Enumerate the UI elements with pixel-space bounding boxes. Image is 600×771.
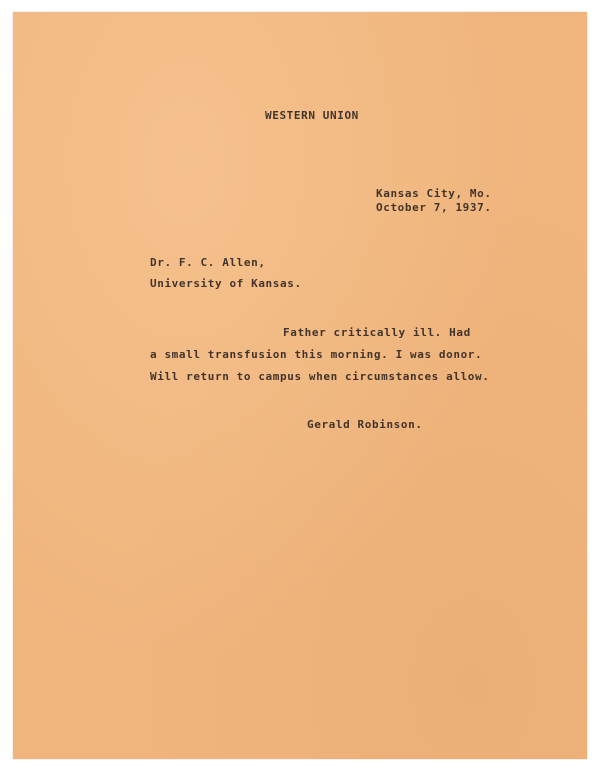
body-line-1: Father critically ill. Had [283,326,471,339]
recipient-name: Dr. F. C. Allen, [150,256,266,269]
place-line: Kansas City, Mo. [376,187,492,200]
telegram-paper [13,12,587,759]
recipient-institution: University of Kansas. [150,277,302,290]
body-line-2: a small transfusion this morning. I was donor. [150,348,483,361]
date-line: October 7, 1937. [376,201,492,214]
body-line-3: Will return to campus when circumstances allow. [150,370,490,383]
signature: Gerald Robinson. [307,418,423,431]
letterhead: WESTERN UNION [265,109,359,122]
